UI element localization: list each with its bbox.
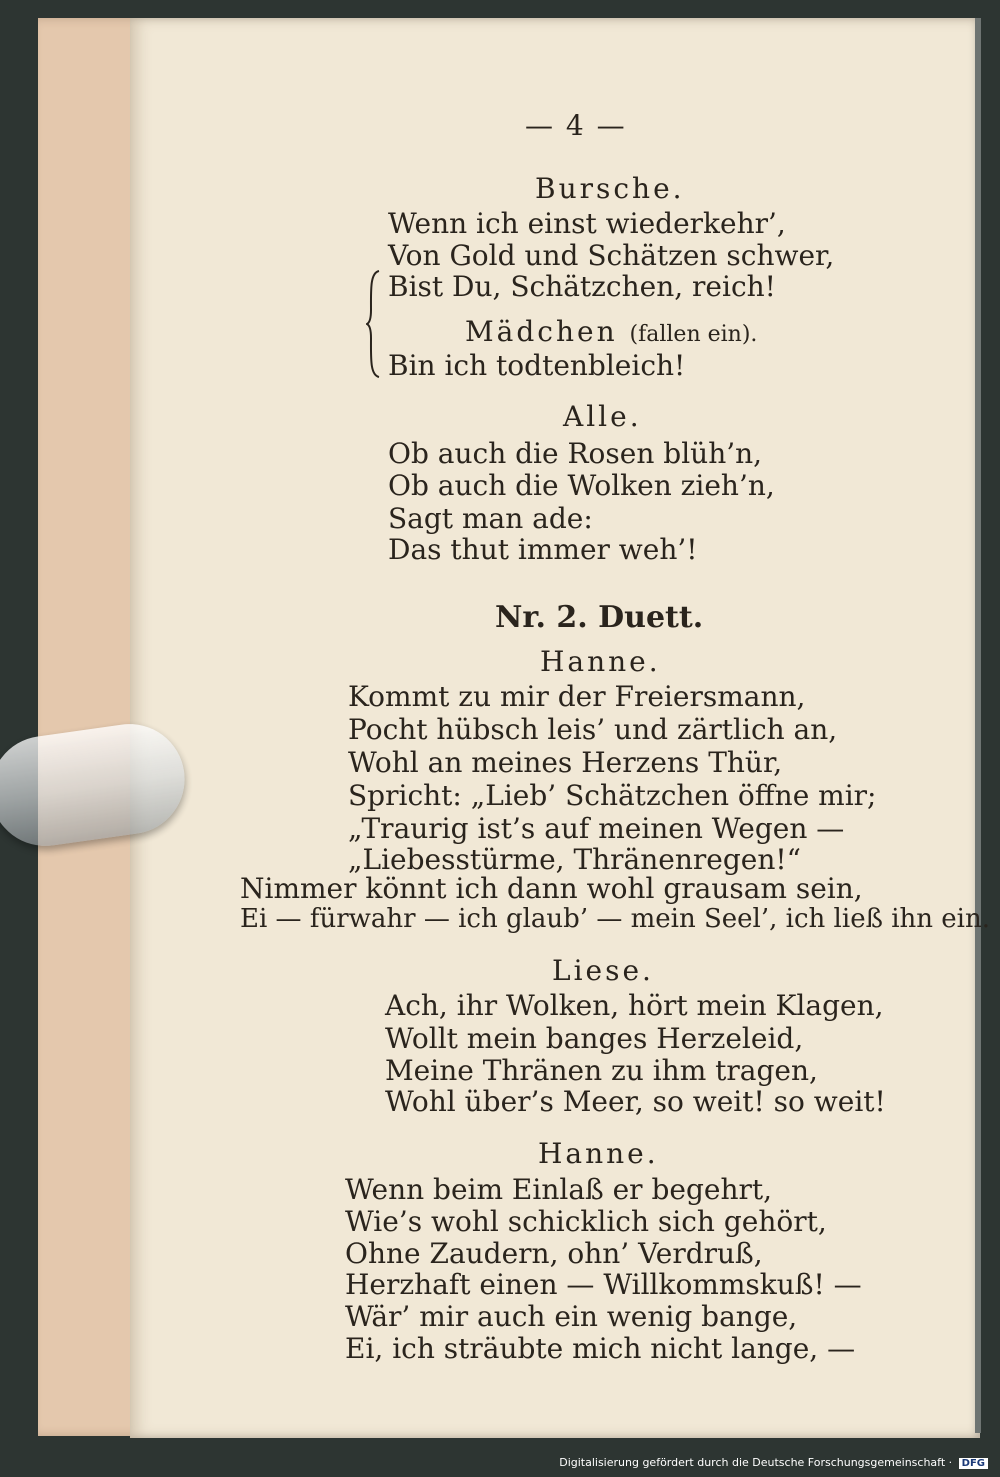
verse-line: Wie’s wohl schicklich sich gehört, — [345, 1205, 827, 1238]
verse-line: Das thut immer weh’! — [388, 533, 698, 566]
verse-line: Ob auch die Rosen blüh’n, — [388, 437, 763, 470]
verse-line: Herzhaft einen — Willkommskuß! — — [345, 1268, 862, 1301]
dfg-logo: DFG — [959, 1458, 988, 1469]
verse-line: Wär’ mir auch ein wenig bange, — [345, 1300, 798, 1333]
page-number: — 4 — — [525, 109, 627, 142]
speaker-hanne: Hanne. — [540, 645, 661, 678]
verse-line: Spricht: „Lieb’ Schätzchen öffne mir; — [348, 779, 877, 812]
verse-line: Bin ich todtenbleich! — [388, 349, 686, 382]
page-edge-shadow — [975, 18, 981, 1433]
speaker-liese: Liese. — [552, 954, 654, 987]
verse-line: Ei — fürwahr — ich glaub’ — mein Seel’, ich ließ ihn ein. — [240, 904, 990, 934]
speaker-hanne: Hanne. — [538, 1137, 659, 1170]
verse-line: „Traurig ist’s auf meinen Wegen — — [348, 812, 845, 845]
speaker-name: Mädchen — [465, 315, 618, 348]
verse-line: Wohl über’s Meer, so weit! so weit! — [385, 1085, 886, 1118]
speaker-maedchen — [465, 315, 758, 348]
section-title: Nr. 2. Duett. — [495, 600, 704, 635]
verse-line: Meine Thränen zu ihm tragen, — [385, 1054, 818, 1087]
verse-line: Ach, ihr Wolken, hört mein Klagen, — [385, 989, 884, 1022]
verse-line: „Liebesstürme, Thränenregen!“ — [348, 843, 801, 876]
verse-line: Sagt man ade: — [388, 502, 593, 535]
verse-line: Kommt zu mir der Freiersmann, — [348, 680, 806, 713]
speaker-bursche: Bursche. — [535, 172, 685, 205]
verse-line: Von Gold und Schätzen schwer, — [388, 239, 835, 272]
brace-bracket — [366, 270, 380, 378]
verse-line: Ob auch die Wolken zieh’n, — [388, 469, 775, 502]
verse-line: Nimmer könnt ich dann wohl grausam sein, — [240, 872, 863, 905]
verse-line: Ei, ich sträubte mich nicht lange, — — [345, 1332, 856, 1365]
verse-line: Ohne Zaudern, ohn’ Verdruß, — [345, 1237, 763, 1270]
verse-line: Wohl an meines Herzens Thür, — [348, 746, 783, 779]
speaker-alle: Alle. — [563, 400, 642, 433]
verse-line: Wollt mein banges Herzeleid, — [385, 1022, 804, 1055]
verse-line: Wenn beim Einlaß er begehrt, — [345, 1173, 773, 1206]
digitization-credit: Digitalisierung gefördert durch die Deutsche Forschungsgemeinschaft · DFG — [559, 1456, 988, 1469]
stage-direction: (fallen ein). — [629, 322, 758, 347]
verse-line: Bist Du, Schätzchen, reich! — [388, 270, 776, 303]
credit-text: Digitalisierung gefördert durch die Deutsche Forschungsgemeinschaft — [559, 1456, 946, 1469]
verse-line: Pocht hübsch leis’ und zärtlich an, — [348, 713, 838, 746]
verse-line: Wenn ich einst wiederkehr’, — [388, 207, 786, 240]
